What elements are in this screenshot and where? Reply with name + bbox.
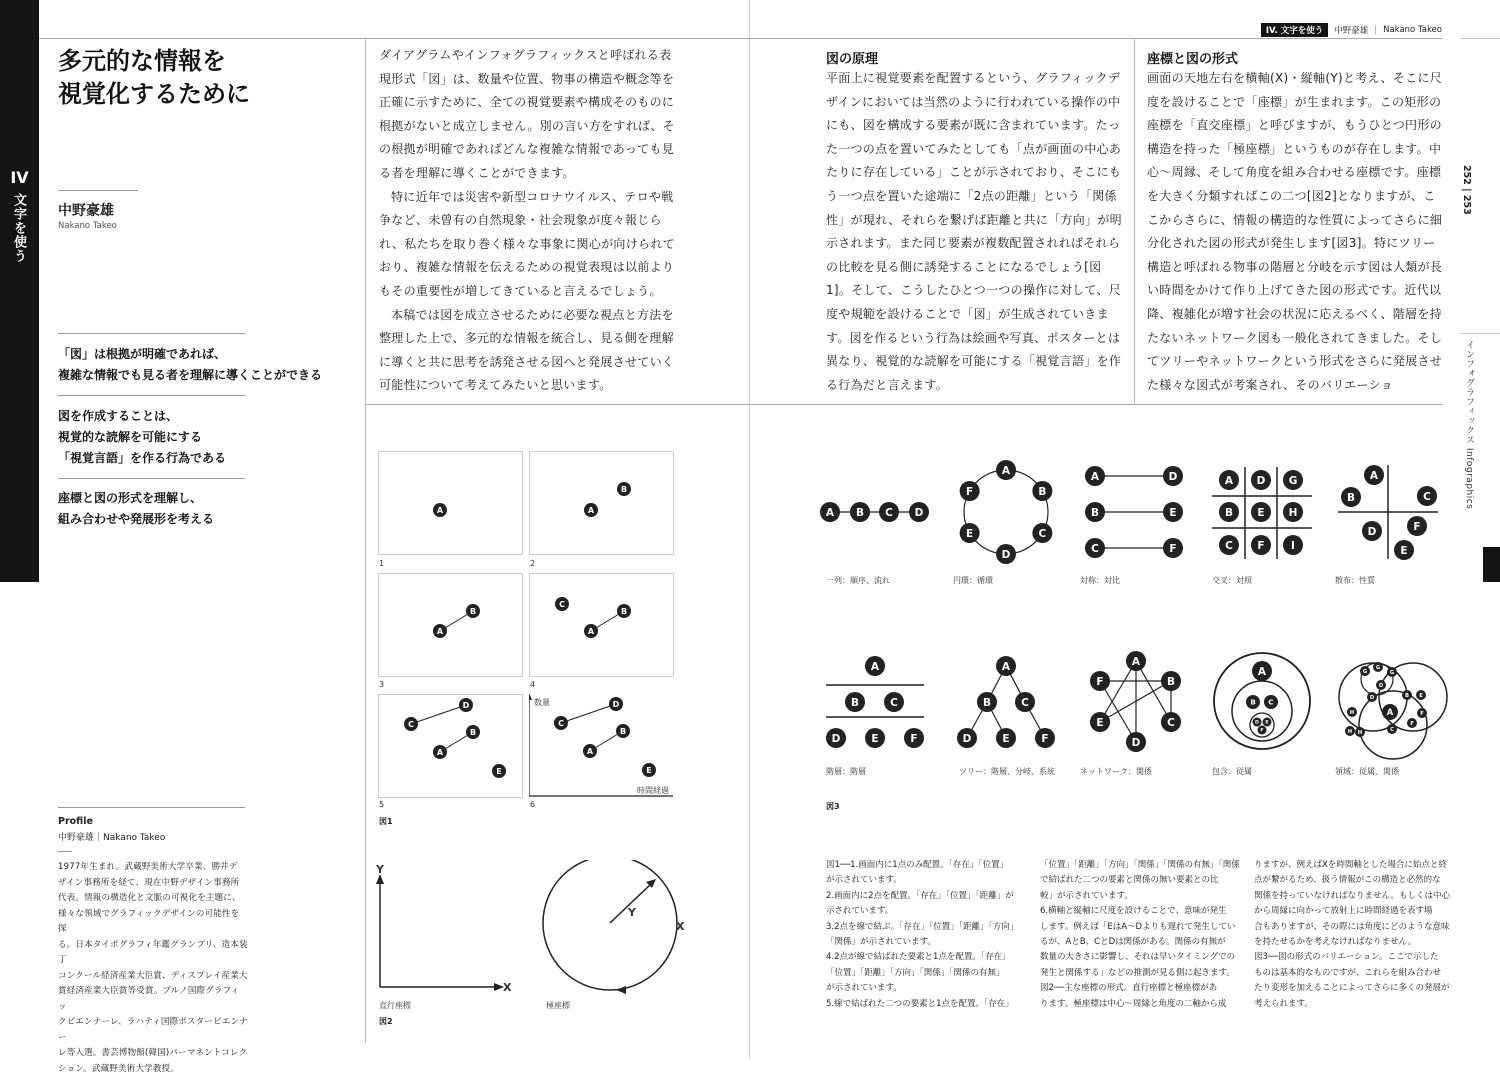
svg-text:F: F — [1169, 543, 1176, 555]
chapter-title: 文字を使う — [9, 193, 28, 263]
svg-text:B: B — [621, 607, 627, 616]
intro-paragraph-3: 本稿では図を成立させるために必要な視点と方法を整理した上で、多元的な情報を統合し、見る側を理解に導くと共に思考を誘発させる図へと発展させていく可能性について考えてみたいと思います。 — [379, 304, 675, 398]
fig3-caption-3: 対称：対比 — [1080, 575, 1120, 586]
svg-text:E: E — [871, 733, 878, 745]
svg-text:C: C — [1225, 540, 1233, 552]
pullquote-line: 図を作成することは、 — [58, 406, 226, 427]
intro-paragraph-2: 特に近年では災害や新型コロナウイルス、テロや戦争など、未曾有の自然現象・社会現象が度々報じられ、私たちを取り巻く様々な事象に関心が向けられており、複雑な情報を伝えるための視覚表現は以前よりもその重要性が増してきていると言えるでしょう。 — [379, 186, 675, 304]
note-line: 「位置」「距離」「方向」「関係」「関係の有無」 — [826, 966, 1018, 981]
fig1-panel-5 — [378, 694, 523, 798]
fig3-node — [1246, 695, 1260, 709]
note-line: 「関係」が示されています。 — [826, 935, 1018, 950]
fig3-node — [1376, 680, 1386, 690]
note-line: を持たせるかを考えなければなりません。 — [1254, 935, 1450, 950]
figure-notes-col1 — [826, 858, 1018, 1012]
note-line: が示されています。 — [826, 981, 1018, 996]
fig3-node — [1402, 690, 1412, 700]
svg-text:E: E — [1096, 717, 1103, 729]
note-line: 6.横軸と縦軸に尺度を設けることで、意味が発生 — [1040, 904, 1240, 919]
svg-text:F: F — [1041, 733, 1048, 745]
svg-text:B: B — [1038, 486, 1046, 498]
fig2-drawing — [370, 860, 690, 1000]
svg-text:E: E — [646, 766, 651, 775]
running-head-author: 中野豪雄 — [1334, 24, 1368, 36]
profile-heading: Profile — [58, 816, 93, 827]
pullquote-1 — [58, 344, 322, 386]
fig3-node — [1367, 692, 1377, 702]
profile-line: ション。武蔵野美術大学教授。 — [58, 1062, 248, 1077]
svg-text:B: B — [620, 727, 626, 736]
fig3-node — [1163, 538, 1183, 558]
fig2-tag: 図2 — [379, 1016, 393, 1027]
fig3-tag: 図3 — [826, 801, 840, 812]
note-line: 2.画面内に2点を配置。「存在」「位置」「距離」が — [826, 889, 1018, 904]
svg-text:A: A — [1132, 656, 1141, 668]
note-line: 5.線で結ばれた二つの要素と1点を配置。「存在」 — [826, 997, 1018, 1012]
fig3-node — [1219, 535, 1239, 555]
svg-text:A: A — [588, 506, 595, 515]
section-text-principle — [826, 67, 1122, 397]
fig3-node — [1085, 538, 1105, 558]
note-line: から周縁に向かって放射上に時間経過を表す場 — [1254, 904, 1450, 919]
svg-text:E: E — [496, 767, 501, 776]
fig3-node — [909, 502, 929, 522]
svg-text:B: B — [1091, 507, 1099, 519]
figure-notes-col3 — [1254, 858, 1450, 1012]
fig1-label-1: 1 — [379, 559, 384, 568]
fig2-polar-x: X — [676, 920, 684, 933]
fig3-node — [1251, 502, 1271, 522]
fig3-node — [1253, 718, 1262, 727]
fig1-tag: 図1 — [379, 816, 393, 827]
section-paragraph: 平面上に視覚要素を配置するという、グラフィックデザインにおいては当然のように行われている操作の中にも、図を構成する要素が既に含まれています。たった一つの点を置いてみたとしても「点が画面の中心あたりに存在している」ことが示されており、そこにもう一つ点を置いた途端に「2点の距離」という「関係性」が現れ、それらを繋げば距離と共に「方向」が明示されます。また同じ要素が複数配置されればそれらの比較を見る側に誘発することになるでしょう[図1]。そして、こうしたひとつ一つの操作に対して、尺度や規範を設けることで「図」が生成されていきます。図を作るという行為は絵画や写真、ポスターとは異なり、視覚的な読解を可能にする「視覚言語」を作る行為だと言えます。 — [826, 67, 1122, 397]
fig1-panel-2 — [529, 451, 674, 555]
fig3-node — [1364, 465, 1384, 485]
profile-name: 中野豪雄｜Nakano Takeo — [58, 830, 165, 843]
fig3-node — [1163, 502, 1183, 522]
svg-text:F: F — [1096, 676, 1103, 688]
svg-text:D: D — [1169, 471, 1178, 483]
section-text-coordinates — [1147, 67, 1444, 401]
svg-text:F: F — [1413, 521, 1420, 533]
fig3-drawing — [810, 455, 1450, 785]
profile-line: 賞経済産業大臣賞等受賞。ブルノ国際グラフィッ — [58, 984, 248, 1015]
fig1-panel-1 — [378, 451, 523, 555]
svg-text:C: C — [1021, 697, 1029, 709]
svg-text:B: B — [856, 507, 864, 519]
fig1-panel-5-drawing — [379, 695, 524, 799]
fig2-axis-y: Y — [376, 863, 384, 876]
profile-rule — [58, 807, 245, 808]
svg-text:B: B — [1250, 698, 1256, 707]
svg-text:D: D — [1002, 549, 1011, 561]
pullquote-2 — [58, 406, 226, 469]
margin-rule-1 — [1460, 38, 1500, 39]
fig3-node — [1163, 466, 1183, 486]
fig3-node — [1219, 470, 1239, 490]
svg-text:E: E — [1257, 507, 1264, 519]
svg-text:F: F — [1257, 540, 1264, 552]
fig3-node — [820, 502, 840, 522]
thumb-index-tab — [1483, 547, 1500, 582]
note-line: します。例えば「EはA〜Dよりも遅れて発生してい — [1040, 920, 1240, 935]
note-line: ります。極座標は中心〜周縁と角度の二軸から成 — [1040, 997, 1240, 1012]
note-line: 点が繋がるため、扱う情報がこの構造と必然的な — [1254, 873, 1450, 888]
fig1-panel-4-drawing — [530, 574, 675, 678]
svg-text:A: A — [588, 627, 595, 636]
fig3-node — [1283, 470, 1303, 490]
fig2-polar-y: Y — [628, 906, 636, 919]
fig3-node — [1032, 523, 1052, 543]
svg-text:D: D — [963, 733, 972, 745]
svg-text:G: G — [1363, 669, 1367, 675]
svg-text:A: A — [437, 506, 444, 515]
svg-text:A: A — [1002, 465, 1011, 477]
svg-text:A: A — [826, 507, 835, 519]
profile-line: コンクール経済産業大臣賞、ディスプレイ産業大 — [58, 969, 248, 985]
body-bottom-rule — [365, 404, 1443, 405]
svg-text:E: E — [1169, 507, 1176, 519]
fig1-label-4: 4 — [530, 680, 535, 689]
pullquote-3 — [58, 488, 214, 530]
fig3-caption-5: 散布：性質 — [1335, 575, 1375, 586]
fig3-node — [845, 692, 865, 712]
fig3-node — [1161, 671, 1181, 691]
fig3-node — [865, 728, 885, 748]
svg-text:E: E — [966, 528, 973, 540]
author-name: 中野豪雄 — [58, 200, 114, 220]
note-line: 較」が示されています。 — [1040, 889, 1240, 904]
fig3-node — [1035, 728, 1055, 748]
fig1-panel-3 — [378, 573, 523, 677]
note-line: りますが、例えばXを時間軸とした場合に始点と終 — [1254, 858, 1450, 873]
fig3-edge — [1100, 661, 1136, 722]
fig3-node — [826, 728, 846, 748]
svg-text:A: A — [1370, 470, 1379, 482]
fig3-node — [1382, 704, 1398, 720]
pullquote-line: 「図」は根拠が明確であれば、 — [58, 344, 322, 365]
fig3-node — [1090, 712, 1110, 732]
svg-text:B: B — [470, 607, 476, 616]
svg-text:D: D — [1132, 737, 1141, 749]
page-numbers: 252 | 253 — [1461, 165, 1472, 215]
fig3-node — [1341, 487, 1361, 507]
fig3-caption-8: ネットワーク：関係 — [1080, 766, 1152, 777]
note-line: で結ばれた二つの要素と関係の無い要素との比 — [1040, 873, 1240, 888]
fig3-caption-7: ツリー：階層、分岐、系統 — [959, 766, 1055, 777]
fig3-node — [1263, 718, 1272, 727]
note-line: るが、AとB、CとDは関係がある。関係の有無が — [1040, 935, 1240, 950]
svg-text:E: E — [1419, 693, 1423, 699]
svg-text:A: A — [437, 748, 444, 757]
svg-text:A: A — [871, 661, 880, 673]
fig3-node — [1085, 466, 1105, 486]
author-name-en: Nakano Takeo — [58, 221, 117, 231]
fig3-node — [1345, 726, 1355, 736]
profile-line: る。日本タイポグラフィ年鑑グランプリ、造本装丁 — [58, 938, 248, 969]
svg-text:B: B — [1167, 676, 1175, 688]
svg-text:E: E — [1400, 545, 1407, 557]
fig1-label-3: 3 — [379, 680, 384, 689]
fig3-node — [1283, 502, 1303, 522]
svg-text:C: C — [1091, 543, 1099, 555]
svg-text:C: C — [1039, 528, 1047, 540]
author-rule — [58, 190, 138, 191]
svg-text:I: I — [1291, 540, 1295, 552]
svg-text:D: D — [613, 700, 620, 709]
fig3-node — [996, 460, 1016, 480]
svg-text:C: C — [890, 697, 898, 709]
running-head-sep: | — [1374, 25, 1377, 35]
svg-text:B: B — [470, 728, 476, 737]
margin-rule-2 — [1460, 333, 1500, 334]
profile-line: クビエンナーレ、ラハティ国際ポスタービエンナー — [58, 1015, 248, 1046]
profile-line: 1977年生まれ。武蔵野美術大学卒業、勝井デ — [58, 860, 248, 876]
fig1-panel-6-drawing — [529, 694, 674, 798]
note-line: 4.2点が線で結ばれた要素と1点を配置。「存在」 — [826, 950, 1018, 965]
note-line: 3.2点を線で結ぶ。「存在」「位置」「距離」「方向」 — [826, 920, 1018, 935]
fig3-node — [996, 656, 1016, 676]
fig3-node — [1394, 540, 1414, 560]
fig3-ring — [964, 470, 1048, 554]
title-line-2: 視覚化するために — [58, 77, 358, 110]
fig3-node — [1387, 724, 1397, 734]
section-heading-coordinates: 座標と図の形式 — [1147, 48, 1238, 67]
fig3-node — [977, 692, 997, 712]
fig1-panel-1-drawing — [379, 452, 524, 556]
svg-text:F: F — [966, 486, 973, 498]
note-line: 考えられます。 — [1254, 997, 1450, 1012]
svg-text:H: H — [1358, 730, 1362, 736]
fig3-node — [904, 728, 924, 748]
note-line: が示されています。 — [826, 873, 1018, 888]
top-rule — [39, 38, 1443, 39]
svg-text:B: B — [621, 485, 627, 494]
fig3-node — [1417, 486, 1437, 506]
svg-text:A: A — [1258, 666, 1267, 678]
fig3-node — [1258, 726, 1267, 735]
figure-notes-col2 — [1040, 858, 1240, 1012]
fig3-node — [1126, 732, 1146, 752]
pullquote-line: 座標と図の形式を理解し、 — [58, 488, 214, 509]
svg-text:D: D — [1368, 526, 1377, 538]
fig3-node — [1355, 727, 1365, 737]
fig3-node — [1251, 535, 1271, 555]
fig3-caption-2: 円環：循環 — [953, 575, 993, 586]
svg-text:B: B — [1405, 693, 1409, 699]
fig3-node — [1126, 651, 1146, 671]
svg-text:A: A — [437, 627, 444, 636]
fig1-label-6: 6 — [530, 800, 535, 809]
svg-text:H: H — [1289, 507, 1298, 519]
svg-text:C: C — [1167, 717, 1175, 729]
profile-line: 代表。情報の構造化と文脈の可視化を主題に、 — [58, 891, 248, 907]
svg-text:F: F — [1260, 728, 1263, 734]
svg-text:C: C — [885, 507, 893, 519]
svg-text:A: A — [1091, 471, 1100, 483]
fig3-node — [1251, 470, 1271, 490]
section-heading-principle: 図の原理 — [826, 48, 878, 67]
svg-text:D: D — [915, 507, 924, 519]
note-line: 「位置」「距離」「方向」「関係」「関係の有無」「関係 — [1040, 858, 1240, 873]
note-line: 図2──主な座標の形式。直行座標と極座標があ — [1040, 981, 1240, 996]
svg-text:H: H — [1350, 710, 1354, 716]
svg-text:B: B — [983, 697, 991, 709]
fig1-label-5: 5 — [379, 800, 384, 809]
fig3-caption-9: 包含：従属 — [1212, 766, 1252, 777]
fig3-node — [1264, 695, 1278, 709]
note-line: ものは基本的なものですが、これらを組み合わせ — [1254, 966, 1450, 981]
note-line: 関係を持っていなければなりません。もしくは中心 — [1254, 889, 1450, 904]
chapter-number: IV — [0, 168, 39, 187]
profile-line: レ等入選。書芸博物館(韓国)パーマネントコレク — [58, 1046, 248, 1062]
svg-text:C: C — [408, 720, 414, 729]
svg-text:A: A — [587, 747, 594, 756]
fig3-node — [1090, 671, 1110, 691]
fig3-node — [884, 692, 904, 712]
fig3-node — [1032, 481, 1052, 501]
fig1-axis-x-label: 時間経過 — [637, 785, 669, 796]
note-line: 合もありますが、その際には角度にどのような意味 — [1254, 920, 1450, 935]
svg-text:E: E — [1265, 720, 1268, 726]
running-head — [1261, 23, 1442, 37]
fig3-node — [879, 502, 899, 522]
fig3-node — [1283, 535, 1303, 555]
pullquote-rule-2 — [58, 395, 245, 396]
fig2-axis-x: X — [503, 981, 511, 994]
fig3-node — [960, 523, 980, 543]
svg-text:B: B — [1347, 492, 1355, 504]
svg-text:D: D — [1257, 475, 1266, 487]
svg-text:A: A — [1002, 661, 1011, 673]
fig3-node — [1387, 667, 1397, 677]
note-line: 示されています。 — [826, 904, 1018, 919]
fig3-node — [960, 481, 980, 501]
svg-text:D: D — [1255, 720, 1259, 726]
fig3-node — [1416, 690, 1426, 700]
fig3-node — [996, 728, 1016, 748]
svg-text:C: C — [1390, 727, 1394, 733]
svg-text:B: B — [851, 697, 859, 709]
profile-line: ザイン事務所を経て、現在中野デザイン事務所 — [58, 876, 248, 892]
spine-divider — [749, 0, 750, 1059]
svg-text:C: C — [1423, 491, 1431, 503]
fig2-caption-cartesian: 直行座標 — [379, 1000, 411, 1011]
svg-text:B: B — [1225, 507, 1233, 519]
svg-text:G: G — [1289, 475, 1298, 487]
svg-text:G: G — [1376, 665, 1380, 671]
fig3-node — [1347, 707, 1357, 717]
fig3-node — [957, 728, 977, 748]
fig3-caption-10: 領域：従属、関係 — [1335, 766, 1399, 777]
fig1-panel-3-drawing — [379, 574, 524, 678]
note-line: たり変形を加えることによってさらに多くの発展が — [1254, 981, 1450, 996]
fig3-caption-4: 交叉：対照 — [1212, 575, 1252, 586]
svg-text:C: C — [1268, 698, 1273, 707]
running-head-author-en: Nakano Takeo — [1383, 25, 1442, 35]
svg-text:C: C — [559, 600, 565, 609]
intro-paragraph-1: ダイアグラムやインフォグラフィックスと呼ばれる表現形式「図」は、数量や位置、物事の構造や概念等を正確に示すために、全ての視覚要素や構成そのものに根拠がないと成立しません。別の言い方をすれば、その根拠が明確であればどんな複雑な情報であっても見る者を理解に導くことができます。 — [379, 44, 675, 186]
svg-text:E: E — [1002, 733, 1009, 745]
pullquote-line: 視覚的な読解を可能にする — [58, 427, 226, 448]
fig3-node — [1407, 516, 1427, 536]
svg-text:D: D — [1379, 683, 1384, 689]
fig3-node — [1360, 666, 1370, 676]
svg-text:F: F — [1410, 721, 1414, 727]
note-line: 発生と関係する」などの推測が見る側に起きます。 — [1040, 966, 1240, 981]
fig3-node — [865, 656, 885, 676]
fig3-node — [996, 544, 1016, 564]
fig3-node — [1015, 692, 1035, 712]
svg-text:A: A — [1387, 707, 1394, 717]
section-paragraph: 画面の天地左右を横軸(X)・縦軸(Y)と考え、そこに尺度を設けることで「座標」が生まれます。この矩形の座標を「直交座標」と呼びますが、もうひとつ円形の構造を持った「極座標」というものが存在します。中心〜周縁、そして角度を組み合わせる座標です。座標を大きく分類すればこの二つ[図2]となりますが、ここからさらに、情報の構造的な性質によってさらに細分化された図の形式が発生します[図3]。特にツリー構造と呼ばれる物事の階層と分岐を示す図は人類が長い時間をかけて作り上げてきた図の形式です。近代以降、複雑化が増す社会の状況に応えるべく、階層を持たないネットワーク図も一般化されてきました。そしてツリーやネットワークという形式をさらに発展させた様々な図式が考案され、そのバリエーショ — [1147, 67, 1444, 397]
pullquote-rule-3 — [58, 478, 245, 479]
fig3-node — [1362, 521, 1382, 541]
pullquote-line: 「視覚言語」を作る行為である — [58, 448, 226, 469]
svg-text:F: F — [910, 733, 917, 745]
profile-text — [58, 860, 248, 1077]
fig3-node — [850, 502, 870, 522]
fig1-panel-2-drawing — [530, 452, 675, 556]
profile-mini-rule — [58, 851, 72, 852]
fig1-label-2: 2 — [530, 559, 535, 568]
right-column-rule — [1134, 38, 1135, 404]
fig3-caption-6: 階層：階層 — [826, 766, 866, 777]
svg-text:D: D — [1370, 695, 1375, 701]
fig1-panel-6 — [529, 694, 674, 798]
svg-text:H: H — [1348, 729, 1352, 735]
side-label: インフォグラフィックス Infographics — [1463, 340, 1476, 509]
left-column-rule — [365, 38, 366, 1043]
running-head-tag: IV. 文字を使う — [1261, 23, 1328, 37]
svg-text:D: D — [832, 733, 841, 745]
fig3-node — [1373, 662, 1383, 672]
pullquote-line: 組み合わせや発展形を考える — [58, 509, 214, 530]
fig3-node — [1219, 502, 1239, 522]
title-line-1: 多元的な情報を — [58, 44, 358, 77]
fig1-panel-4 — [529, 573, 674, 677]
svg-text:A: A — [1225, 475, 1234, 487]
pullquote-rule-1 — [58, 333, 245, 334]
chapter-sidebar — [0, 0, 39, 582]
fig2-caption-polar: 極座標 — [546, 1000, 570, 1011]
svg-text:D: D — [463, 701, 470, 710]
article-title — [58, 44, 358, 110]
note-line: 数量の大きさに影響し、それは早いタイミングでの — [1040, 950, 1240, 965]
fig3-node — [1252, 661, 1272, 681]
fig1-axis-y-label: 数量 — [534, 697, 550, 708]
svg-text:G: G — [1390, 670, 1394, 676]
note-line: 図1──1.画面内に1点のみ配置。「存在」「位置」 — [826, 858, 1018, 873]
svg-text:F: F — [1420, 711, 1424, 717]
fig3-node — [1085, 502, 1105, 522]
svg-text:C: C — [558, 719, 564, 728]
fig3-node — [1407, 718, 1417, 728]
fig3-caption-1: 一列：順序、流れ — [826, 575, 890, 586]
intro-text — [379, 44, 675, 398]
note-line: 図3──図の形式のバリエーション。ここで示した — [1254, 950, 1450, 965]
fig3-node — [1417, 708, 1427, 718]
profile-line: 様々な領域でグラフィックデザインの可能性を探 — [58, 907, 248, 938]
pullquote-line: 複雑な情報でも見る者を理解に導くことができる — [58, 365, 322, 386]
fig3-node — [1161, 712, 1181, 732]
